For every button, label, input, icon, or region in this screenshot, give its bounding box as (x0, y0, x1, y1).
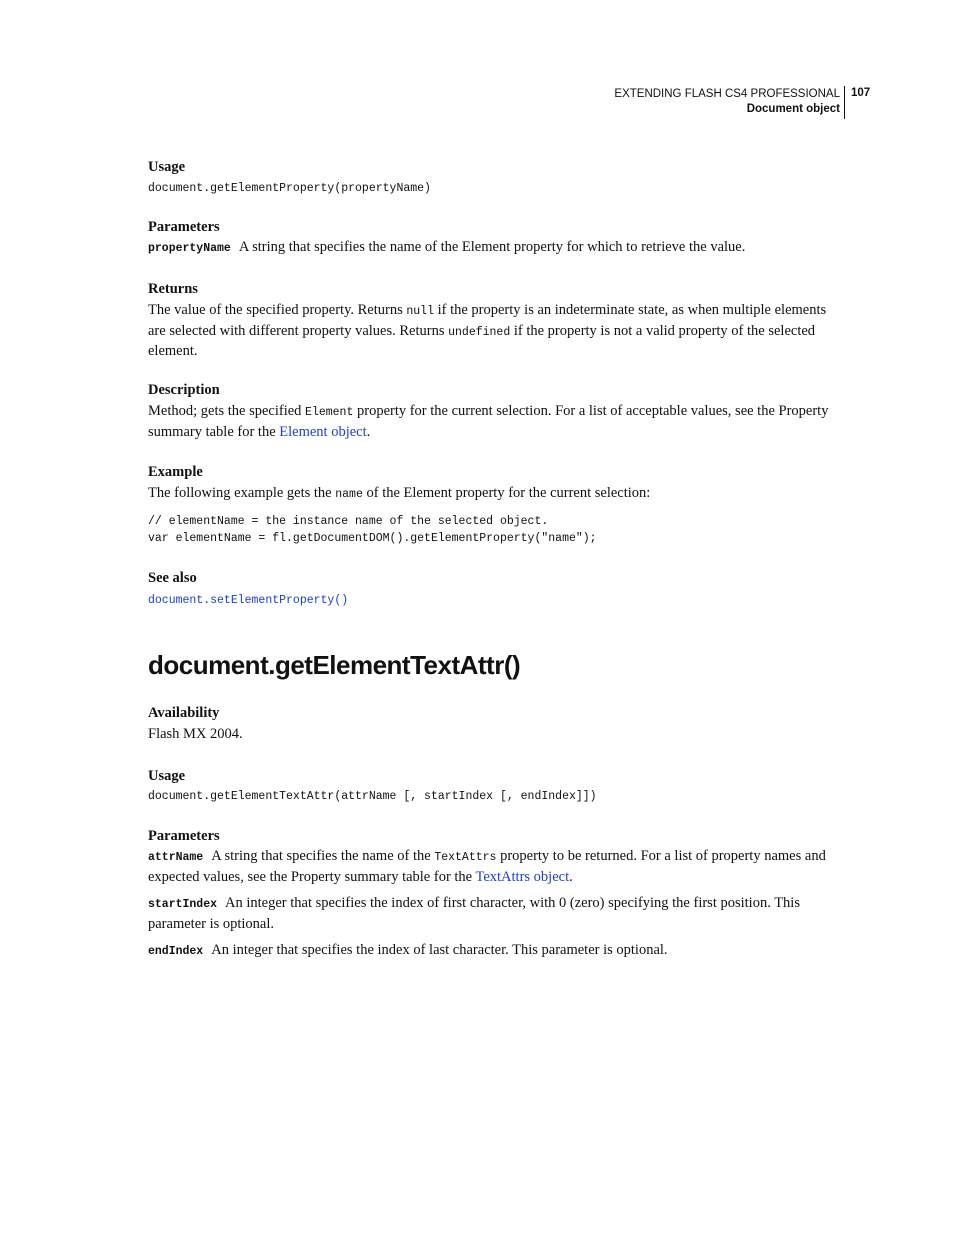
param-desc: A string that specifies the name of the Element property for which to retrieve the value. (238, 239, 746, 255)
description-text-part: property for the current selection. For a list of acceptable values, see the Property summary table for the (148, 403, 829, 440)
set-element-property-link[interactable]: document.setElementProperty() (148, 594, 349, 607)
example-code-line-2: var elementName = fl.getDocumentDOM().getElementProperty("name"); (148, 532, 597, 545)
example-text-part: The following example gets the (148, 485, 336, 501)
example-code-line-1: // elementName = the instance name of the selected object. (148, 515, 549, 528)
param-property-name (148, 238, 840, 259)
code-name: name (335, 488, 363, 501)
code-element: Element (305, 406, 354, 419)
param-desc-part: property to be returned. For a list of property names and expected values, see the Property summary table for the (148, 848, 826, 885)
parameters-heading: Parameters (148, 219, 220, 235)
header-divider (844, 86, 845, 119)
example-text-part: of the Element property for the current selection: (362, 485, 651, 501)
param-start-index (148, 894, 840, 934)
see-also-heading: See also (148, 570, 197, 586)
code-undefined: undefined (448, 325, 511, 339)
availability-text: Flash MX 2004. (148, 726, 243, 742)
param-end-index (148, 941, 840, 962)
method-title: document.getElementTextAttr() (148, 650, 521, 680)
description-heading: Description (148, 382, 220, 398)
usage-heading: Usage (148, 159, 186, 175)
usage-code-2: document.getElementTextAttr(attrName [, startIndex [, endIndex]]) (148, 790, 597, 803)
book-title: EXTENDING FLASH CS4 PROFESSIONAL (614, 88, 840, 100)
page-number: 107 (851, 87, 871, 99)
param-attr-name (148, 847, 840, 887)
returns-text (148, 301, 840, 362)
param-name: attrName (148, 851, 204, 864)
description-text-part: . (366, 423, 371, 440)
availability-heading: Availability (148, 705, 220, 721)
param-desc: An integer that specifies the index of last character. This parameter is optional. (211, 942, 668, 958)
usage-heading-2: Usage (148, 768, 186, 784)
description-text-part: Method; gets the specified (148, 403, 306, 419)
param-desc: An integer that specifies the index of first character, with 0 (zero) specifying the first position. This parameter is optional. (148, 895, 800, 932)
param-desc-part: . (569, 868, 573, 885)
section-title: Document object (746, 103, 840, 115)
element-object-link[interactable]: Element object (279, 423, 367, 440)
description-text (148, 402, 840, 442)
code-null: null (406, 305, 434, 318)
param-name: startIndex (148, 898, 218, 911)
param-desc-part: A string that specifies the name of the (211, 848, 435, 864)
example-heading: Example (148, 464, 203, 480)
returns-text-part: if the property is not a valid property of the selected element. (148, 322, 816, 359)
param-name: propertyName (148, 242, 231, 255)
usage-code: document.getElementProperty(propertyName) (148, 182, 431, 195)
param-name: endIndex (148, 945, 204, 958)
parameters-heading-2: Parameters (148, 828, 220, 844)
returns-text-part: The value of the specified property. Returns (148, 302, 407, 318)
returns-heading: Returns (148, 281, 198, 297)
textattrs-object-link[interactable]: TextAttrs object (475, 868, 570, 885)
returns-text-part: if the property is an indeterminate state, as when multiple elements are selected with different property values. Returns (148, 302, 827, 339)
example-text (148, 484, 840, 505)
running-header (614, 87, 840, 117)
code-textattrs: TextAttrs (434, 851, 497, 864)
